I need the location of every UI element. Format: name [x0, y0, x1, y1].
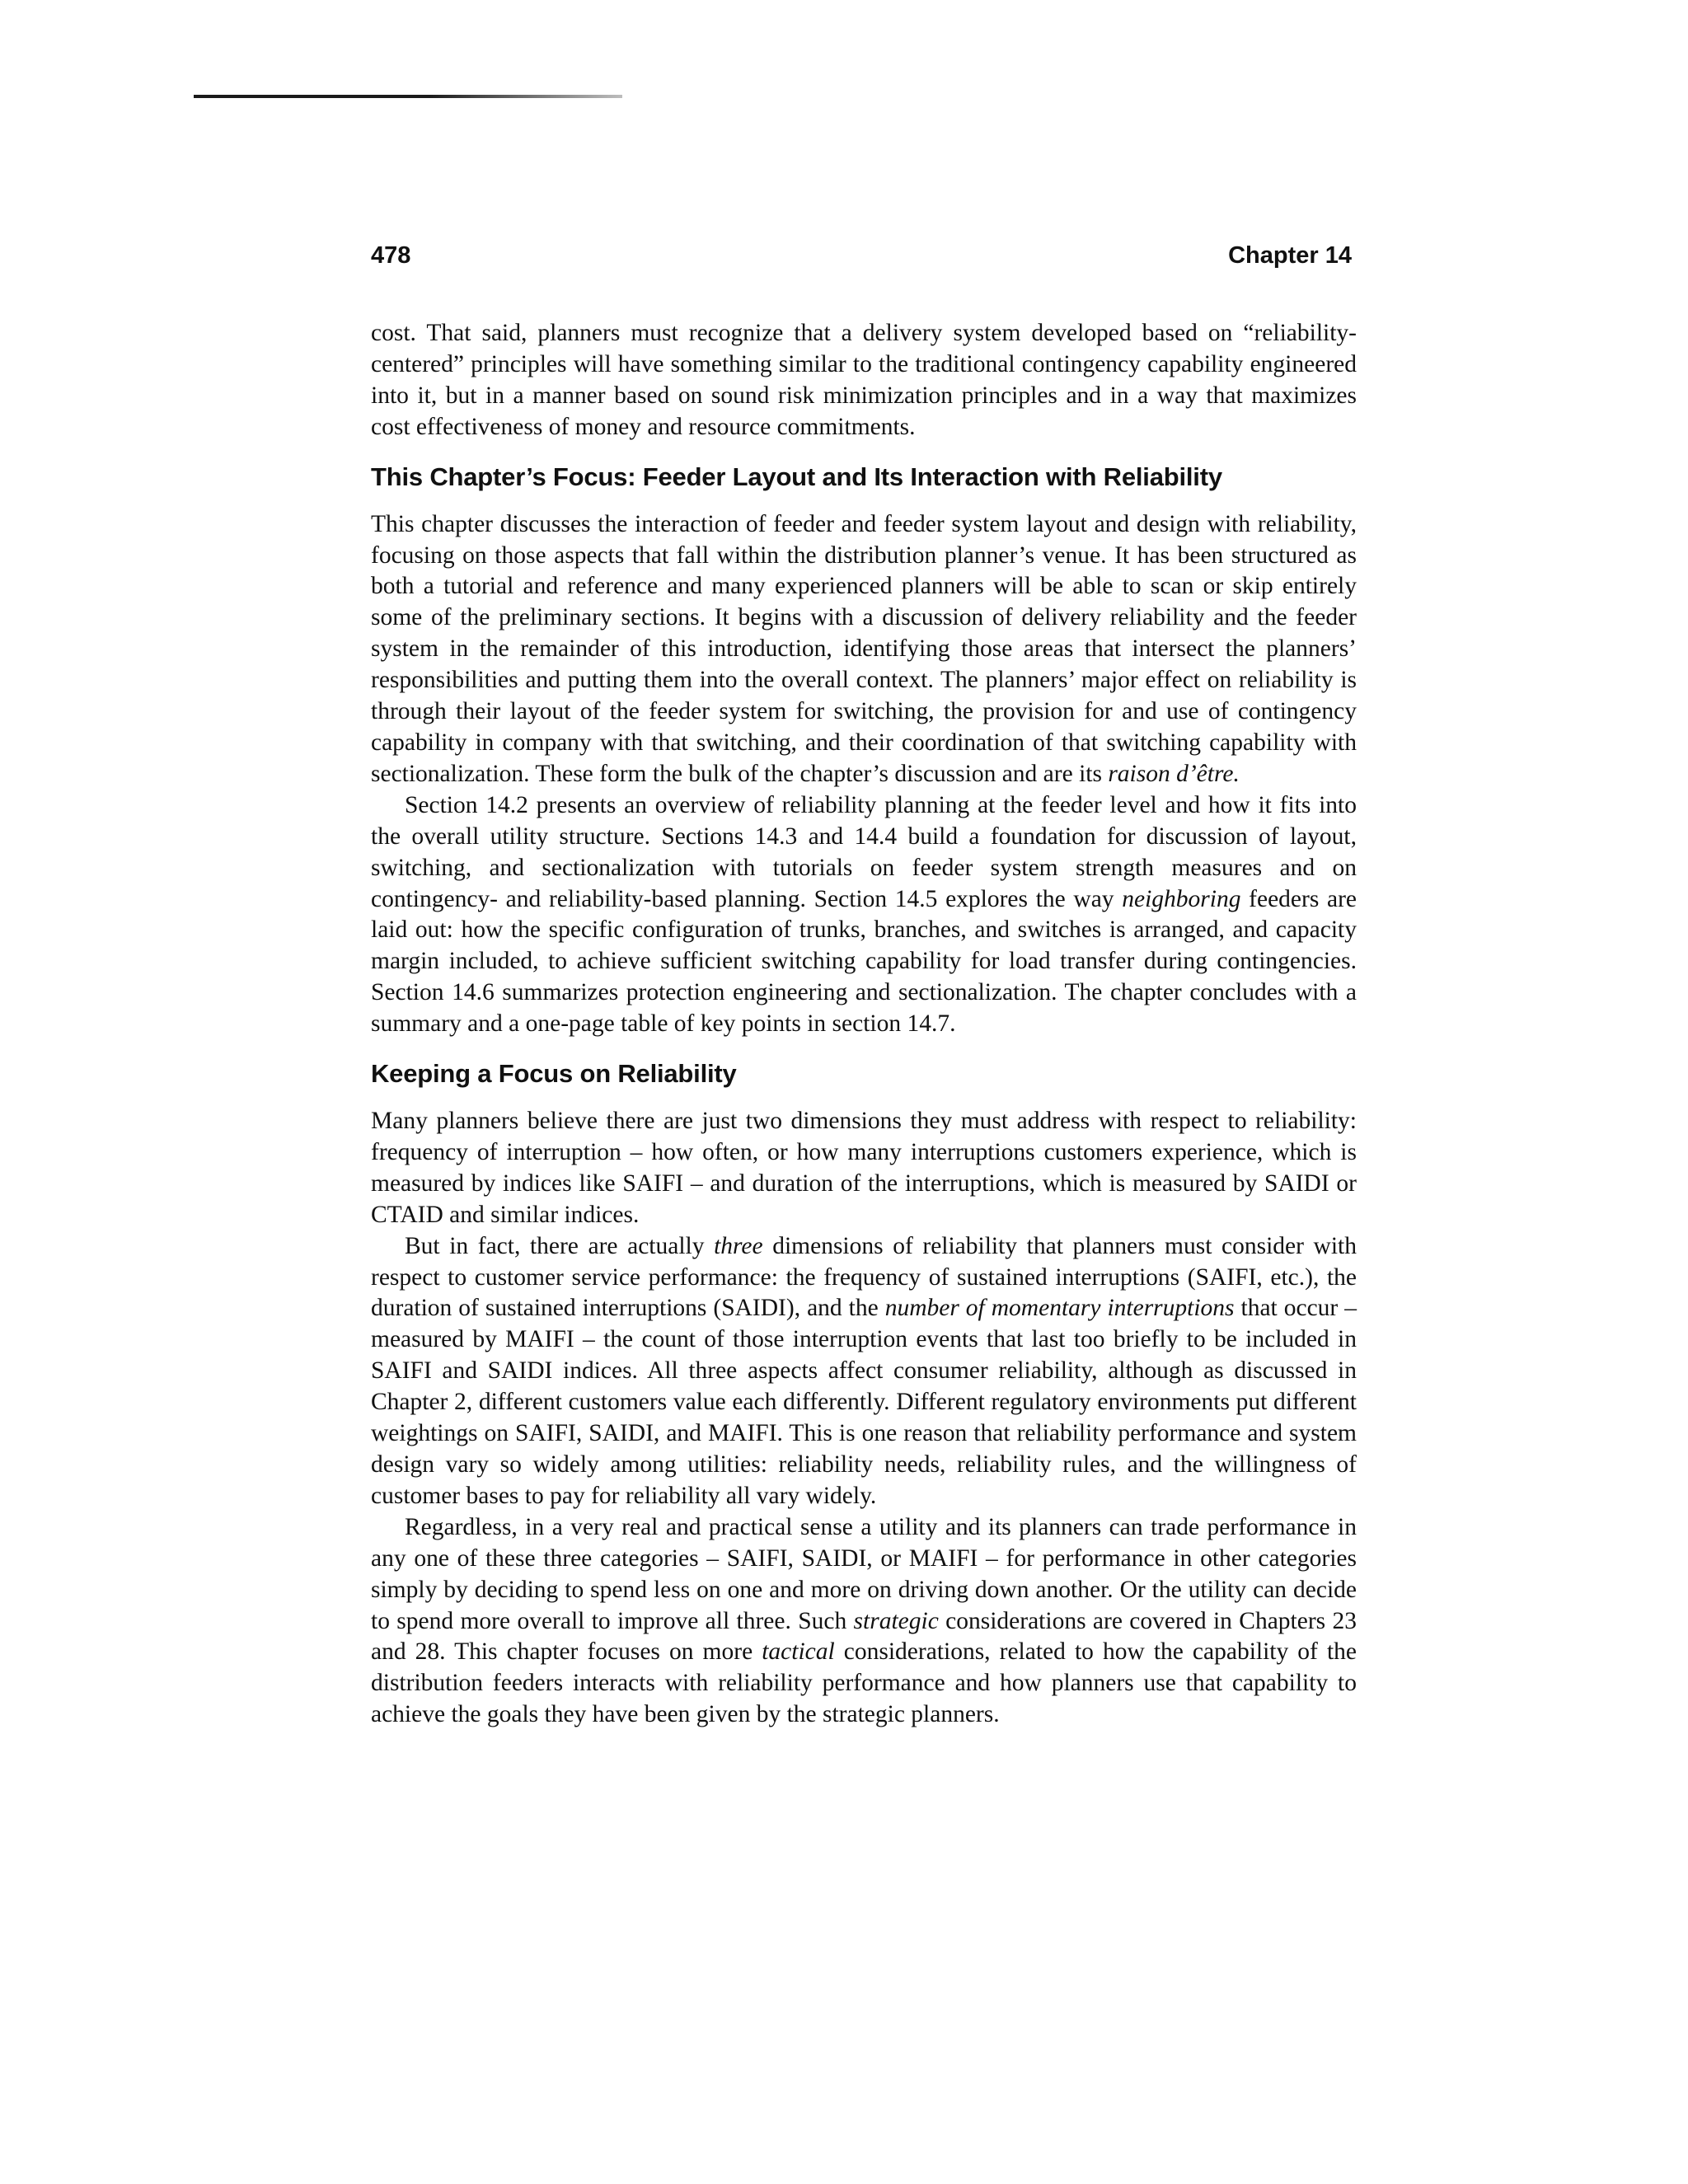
paragraph-three-dimensions: But in fact, there are actually three dimensions of reliability that planners must consider with respect to customer service performance: the frequency of sustained interruptions (SAIFI, etc.), the duration of sustained interruptions (SAIDI), and the number of momentary interruptions that occur – measured by MAIFI – the count of those interruption events that last too briefly to be included in SAIFI and SAIDI indices. All three aspects affect consumer reliability, although as discussed in Chapter 2, different customers value each differently. Different regulatory environments put different weightings on SAIFI, SAIDI, and MAIFI. This is one reason that reliability performance and system design vary so widely among utilities: reliability needs, reliability rules, and the willingness of customer bases to pay for reliability all vary widely.	[371, 1232, 1357, 1509]
section-heading-feeder-layout: This Chapter’s Focus: Feeder Layout and Its Interaction with Reliability	[371, 462, 1222, 491]
italic-momentary: number of momentary interruptions	[884, 1295, 1235, 1322]
page-body	[371, 318, 1357, 1731]
section-heading-reliability-focus: Keeping a Focus on Reliability	[371, 1059, 737, 1089]
paragraph-two-dimensions: Many planners believe there are just two dimensions they must address with respect to reliability: frequency of interruption – how often, or how many interruptions customers experience, which is measured by indices like SAIFI – and duration of the interruptions, which is measured by SAIDI or CTAID and similar indices.	[371, 1108, 1357, 1228]
italic-three: three	[714, 1232, 763, 1259]
paragraph-intro-continuation: cost. That said, planners must recognize that a delivery system developed based on “reliability-centered” principles will have something similar to the traditional contingency capability engineered into it, but in a manner based on sound risk minimization principles and in a way that maximizes cost effectiveness of money and resource commitments.	[371, 320, 1357, 440]
paragraph-regardless: Regardless, in a very real and practical sense a utility and its planners can trade performance in any one of these three categories – SAIFI, SAIDI, or MAIFI – for performance in other categories simply by deciding to spend less on one and more on driving down another. Or the utility can decide to spend more overall to improve all three. Such strategic considerations are covered in Chapters 23 and 28. This chapter focuses on more tactical considerations, related to how the capability of the distribution feeders interacts with reliability performance and how planners use that capability to achieve the goals they have been given by the strategic planners.	[371, 1513, 1357, 1728]
page-header	[371, 242, 1352, 275]
paragraph-chapter-discussion: This chapter discusses the interaction of feeder and feeder system layout and design with reliability, focusing on those aspects that fall within the distribution planner’s venue. It has been structured as both a tutorial and reference and many experienced planners will be able to scan or skip entirely some of the preliminary sections. It begins with a discussion of delivery reliability and the feeder system in the remainder of this introduction, identifying those areas that intersect the planners’ responsibilities and putting them into the overall context. The planners’ major effect on reliability is through their layout of the feeder system for switching, the provision for and use of contingency capability in company with that switching, and their coordination of that switching capability with sectionalization. These form the bulk of the chapter’s discussion and are its raison d’être.	[371, 510, 1357, 787]
paragraph-section-overview: Section 14.2 presents an overview of reliability planning at the feeder level and how it fits into the overall utility structure. Sections 14.3 and 14.4 build a foundation for discussion of layout, switching, and sectionalization with tutorials on feeder system strength measures and on contingency- and reliability-based planning. Section 14.5 explores the way neighboring feeders are laid out: how the specific configuration of trunks, branches, and switches is arranged, and capacity margin included, to achieve sufficient switching capability for load transfer during contingencies. Section 14.6 summarizes protection engineering and sectionalization. The chapter concludes with a summary and a one-page table of key points in section 14.7.	[371, 791, 1357, 1038]
italic-raison-detre: raison d’être.	[1108, 760, 1240, 787]
italic-neighboring: neighboring	[1122, 885, 1241, 912]
italic-tactical: tactical	[762, 1638, 835, 1666]
italic-strategic: strategic	[853, 1607, 939, 1634]
top-rule	[194, 95, 622, 98]
chapter-label: Chapter 14	[1228, 242, 1352, 269]
page-number: 478	[371, 242, 411, 269]
